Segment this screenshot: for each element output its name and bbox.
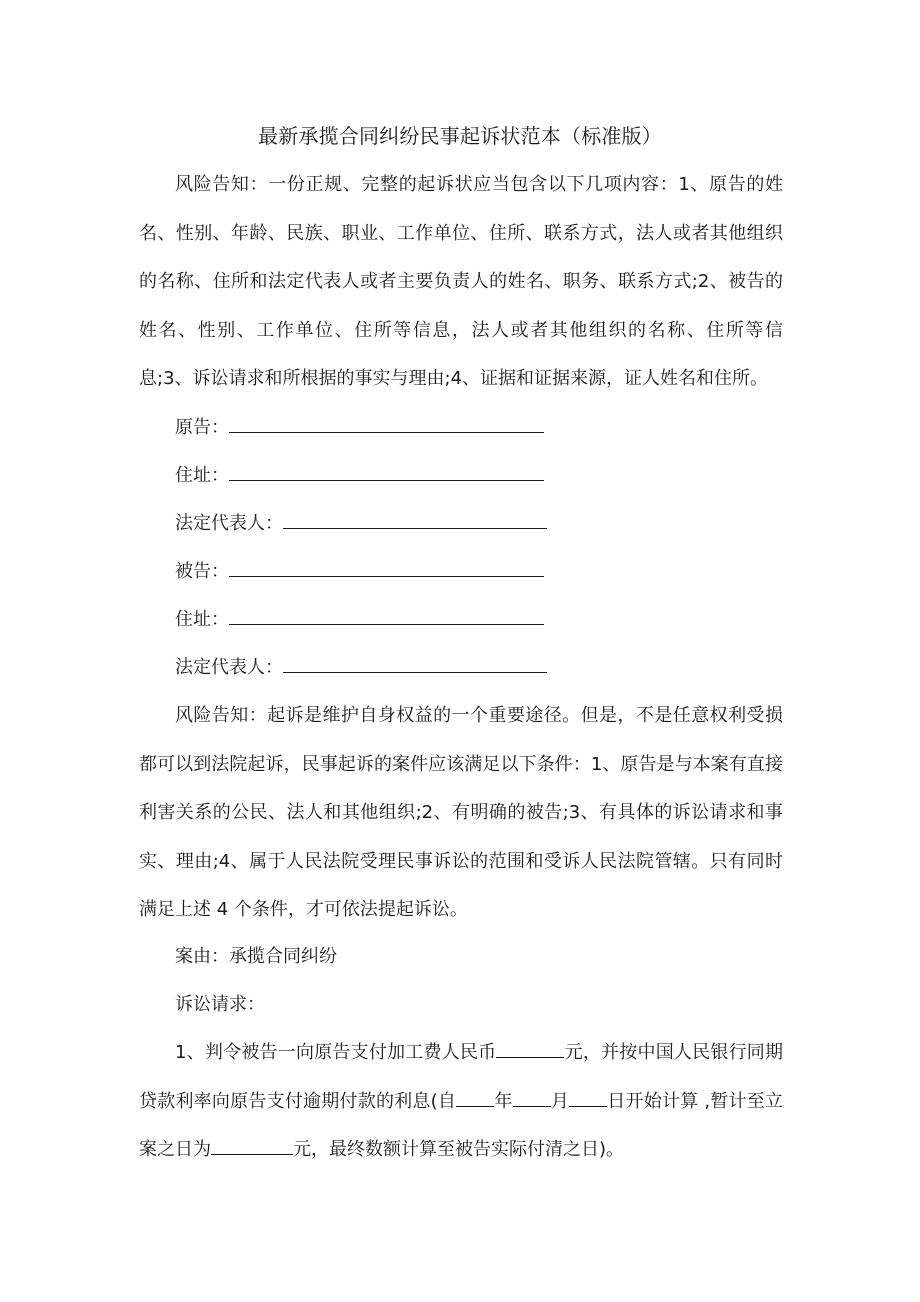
defendant-label: 被告： xyxy=(175,561,229,582)
claim1-part3: 元，最终数额计算至被告实际付清之日)。 xyxy=(293,1139,625,1160)
plaintiff-rep-field xyxy=(175,509,547,539)
plaintiff-rep-label: 法定代表人： xyxy=(175,513,283,534)
defendant-blank[interactable] xyxy=(229,558,544,577)
defendant-address-field xyxy=(175,605,544,635)
defendant-field xyxy=(175,557,544,587)
claim1-day: 日开始计算 ,暂计至立案之日为 xyxy=(139,1090,784,1160)
defendant-rep-field xyxy=(175,653,547,683)
claims-heading: 诉讼请求： xyxy=(175,994,265,1015)
risk-notice-paragraph-1: 风险告知：一份正规、完整的起诉状应当包含以下几项内容：1、原告的姓名、性别、年龄、民族、职业、工作单位、住所、联系方式，法人或者其他组织的名称、住所和法定代表人或者主要负责人的姓名、职务、联系方式;2、被告的姓名、性别、工作单位、住所等信息，法人或者其他组织的名称、住所等信息;3、诉讼请求和所根据的事实与理由;4、证据和证据来源，证人姓名和住所。 xyxy=(139,174,783,389)
risk-notice-paragraph-2: 风险告知：起诉是维护自身权益的一个重要途径。但是，不是任意权利受损都可以到法院起诉，民事起诉的案件应该满足以下条件：1、原告是与本案有直接利害关系的公民、法人和其他组织;2、有明确的被告;3、有具体的诉讼请求和事实、理由;4、属于人民法院受理民事诉讼的范围和受诉人民法院管辖。只有同时满足上述 4 个条件，才可依法提起诉讼。 xyxy=(139,705,783,920)
claim-item-1 xyxy=(139,1029,783,1175)
plaintiff-rep-blank[interactable] xyxy=(283,510,547,529)
plaintiff-field xyxy=(175,413,544,443)
case-cause: 案由：承揽合同纠纷 xyxy=(175,946,337,967)
document-title: 最新承揽合同纠纷民事起诉状范本（标准版） xyxy=(258,124,662,148)
plaintiff-label: 原告： xyxy=(175,417,229,438)
claim1-interest-blank[interactable] xyxy=(211,1136,293,1155)
claim1-part1: 1、判令被告一向原告支付加工费人民币 xyxy=(175,1042,497,1063)
defendant-rep-blank[interactable] xyxy=(283,654,547,673)
claim1-day-blank[interactable] xyxy=(569,1088,607,1107)
claim1-part2: 元，并按中国人民银行同期贷款利率向原告支付逾期付款的利息(自 xyxy=(139,1042,784,1112)
plaintiff-address-field xyxy=(175,461,544,491)
claim1-amount-blank[interactable] xyxy=(496,1039,564,1058)
claim1-year-blank[interactable] xyxy=(456,1088,494,1107)
claim1-month-blank[interactable] xyxy=(513,1088,551,1107)
defendant-address-blank[interactable] xyxy=(229,606,544,625)
plaintiff-address-label: 住址： xyxy=(175,465,229,486)
plaintiff-address-blank[interactable] xyxy=(229,462,544,481)
plaintiff-blank[interactable] xyxy=(229,414,544,433)
claim1-year: 年 xyxy=(494,1090,513,1112)
defendant-rep-label: 法定代表人： xyxy=(175,657,283,678)
defendant-address-label: 住址： xyxy=(175,609,229,630)
claim1-month: 月 xyxy=(550,1090,570,1112)
